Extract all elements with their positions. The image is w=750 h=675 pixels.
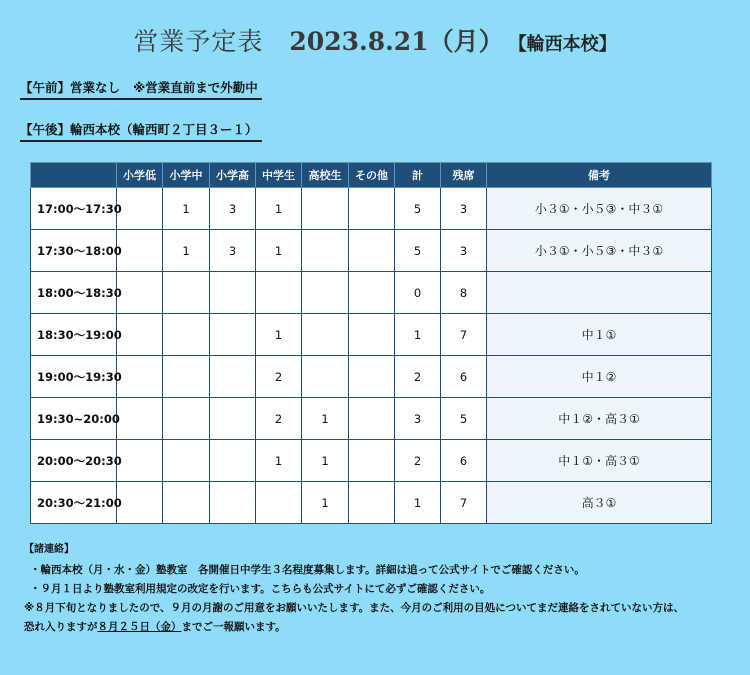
announcement-item: ※８月下旬となりましたので、９月の月謝のご用意をお願いいたします。また、今月のご利用の目処についてまだ連絡をされていない方は、 bbox=[24, 602, 684, 614]
cell-elem-mid: 1 bbox=[163, 230, 210, 272]
cell-elem-low bbox=[117, 188, 163, 230]
cell-remaining: 6 bbox=[441, 356, 487, 398]
deadline-date: ８月２５日（金） bbox=[97, 621, 182, 633]
school-name: 【輪西本校】 bbox=[517, 34, 617, 55]
cell-elem-high bbox=[210, 272, 256, 314]
announcement-item: ・輪西本校（月・水・金）塾教室 各開催日中学生３名程度募集します。詳細は追って公式サイトでご確認ください。 bbox=[30, 564, 585, 576]
cell-other bbox=[349, 356, 395, 398]
cell-elem-high: 3 bbox=[210, 230, 256, 272]
cell-elem-low bbox=[117, 230, 163, 272]
table-row bbox=[31, 482, 712, 524]
cell-total: 2 bbox=[395, 356, 441, 398]
cell-time: 17:00〜17:30 bbox=[31, 188, 117, 230]
cell-junior: 1 bbox=[256, 230, 302, 272]
cell-total: 1 bbox=[395, 482, 441, 524]
cell-total: 2 bbox=[395, 440, 441, 482]
table-row bbox=[31, 272, 712, 314]
cell-high bbox=[302, 272, 349, 314]
cell-remaining: 5 bbox=[441, 398, 487, 440]
cell-elem-low bbox=[117, 482, 163, 524]
announcement-item: ・９月１日より塾教室利用規定の改定を行います。こちらも公式サイトにて必ずご確認ください。 bbox=[30, 583, 491, 595]
cell-elem-high bbox=[210, 440, 256, 482]
cell-other bbox=[349, 398, 395, 440]
col-header-remarks: 備考 bbox=[487, 163, 712, 188]
announcements-heading: 【諸連絡】 bbox=[24, 544, 74, 555]
cell-elem-high bbox=[210, 356, 256, 398]
cell-total: 0 bbox=[395, 272, 441, 314]
cell-junior: 1 bbox=[256, 440, 302, 482]
cell-elem-low bbox=[117, 398, 163, 440]
cell-junior: 2 bbox=[256, 398, 302, 440]
page-title bbox=[0, 22, 750, 58]
cell-remaining: 6 bbox=[441, 440, 487, 482]
cell-total: 5 bbox=[395, 188, 441, 230]
morning-remark: ※営業直前まで外勤中 bbox=[133, 80, 258, 95]
cell-time: 20:00〜20:30 bbox=[31, 440, 117, 482]
cell-elem-mid bbox=[163, 440, 210, 482]
cell-other bbox=[349, 230, 395, 272]
cell-remarks: 中１② bbox=[487, 356, 712, 398]
cell-elem-low bbox=[117, 314, 163, 356]
afternoon-location: 輪西本校（輪西町２丁目３ー１） bbox=[70, 122, 258, 137]
cell-remaining: 3 bbox=[441, 188, 487, 230]
morning-note bbox=[20, 78, 262, 100]
col-header-total: 計 bbox=[395, 163, 441, 188]
cell-elem-high bbox=[210, 314, 256, 356]
afternoon-label: 【午後】 bbox=[20, 122, 71, 137]
cell-time: 17:30〜18:00 bbox=[31, 230, 117, 272]
col-header-junior: 中学生 bbox=[256, 163, 302, 188]
cell-high bbox=[302, 230, 349, 272]
morning-label: 【午前】 bbox=[20, 80, 71, 95]
cell-elem-mid bbox=[163, 356, 210, 398]
cell-elem-low bbox=[117, 440, 163, 482]
cell-other bbox=[349, 272, 395, 314]
table-row bbox=[31, 230, 712, 272]
table-row bbox=[31, 398, 712, 440]
cell-total: 3 bbox=[395, 398, 441, 440]
table-row bbox=[31, 188, 712, 230]
announcement-item bbox=[24, 618, 734, 637]
cell-time: 20:30〜21:00 bbox=[31, 482, 117, 524]
cell-other bbox=[349, 482, 395, 524]
table-row bbox=[31, 440, 712, 482]
cell-time: 19:30~20:00 bbox=[31, 398, 117, 440]
cell-remarks bbox=[487, 272, 712, 314]
schedule-date: 2023.8.21（月） bbox=[289, 27, 504, 56]
cell-junior: 1 bbox=[256, 188, 302, 230]
cell-remarks: 中１②・高３① bbox=[487, 398, 712, 440]
cell-remaining: 7 bbox=[441, 482, 487, 524]
morning-status: 営業なし bbox=[70, 80, 121, 95]
deadline-suffix: までご一報願います。 bbox=[181, 621, 286, 633]
cell-remarks: 中１①・高３① bbox=[487, 440, 712, 482]
cell-elem-low bbox=[117, 272, 163, 314]
schedule-table bbox=[30, 162, 712, 524]
cell-high bbox=[302, 188, 349, 230]
cell-high: 1 bbox=[302, 440, 349, 482]
col-header-high: 高校生 bbox=[302, 163, 349, 188]
table-row bbox=[31, 356, 712, 398]
afternoon-note bbox=[20, 120, 262, 142]
cell-high: 1 bbox=[302, 482, 349, 524]
cell-time: 19:00〜19:30 bbox=[31, 356, 117, 398]
cell-junior: 1 bbox=[256, 314, 302, 356]
col-header-elem-low: 小学低 bbox=[117, 163, 163, 188]
cell-other bbox=[349, 188, 395, 230]
cell-remarks: 小３①・小５③・中３① bbox=[487, 188, 712, 230]
cell-time: 18:00〜18:30 bbox=[31, 272, 117, 314]
cell-remarks: 小３①・小５③・中３① bbox=[487, 230, 712, 272]
cell-high bbox=[302, 314, 349, 356]
cell-elem-mid bbox=[163, 398, 210, 440]
cell-elem-high bbox=[210, 398, 256, 440]
cell-elem-mid: 1 bbox=[163, 188, 210, 230]
deadline-prefix: 恐れ入りますが bbox=[24, 621, 98, 633]
cell-other bbox=[349, 314, 395, 356]
cell-remaining: 8 bbox=[441, 272, 487, 314]
cell-total: 5 bbox=[395, 230, 441, 272]
cell-junior bbox=[256, 482, 302, 524]
cell-other bbox=[349, 440, 395, 482]
cell-remarks: 中１① bbox=[487, 314, 712, 356]
cell-elem-mid bbox=[163, 314, 210, 356]
col-header-remaining: 残席 bbox=[441, 163, 487, 188]
cell-total: 1 bbox=[395, 314, 441, 356]
col-header-time bbox=[31, 163, 117, 188]
col-header-other: その他 bbox=[349, 163, 395, 188]
announcements bbox=[24, 543, 734, 637]
cell-time: 18:30〜19:00 bbox=[31, 314, 117, 356]
table-row bbox=[31, 314, 712, 356]
cell-junior bbox=[256, 272, 302, 314]
cell-high: 1 bbox=[302, 398, 349, 440]
cell-high bbox=[302, 356, 349, 398]
col-header-elem-high: 小学高 bbox=[210, 163, 256, 188]
table-header-row bbox=[31, 163, 712, 188]
cell-elem-high bbox=[210, 482, 256, 524]
table-body bbox=[31, 188, 712, 524]
cell-remarks: 高３① bbox=[487, 482, 712, 524]
cell-junior: 2 bbox=[256, 356, 302, 398]
cell-remaining: 3 bbox=[441, 230, 487, 272]
cell-elem-mid bbox=[163, 272, 210, 314]
schedule-title: 営業予定表 bbox=[133, 27, 264, 56]
cell-elem-mid bbox=[163, 482, 210, 524]
cell-elem-high: 3 bbox=[210, 188, 256, 230]
col-header-elem-mid: 小学中 bbox=[163, 163, 210, 188]
cell-elem-low bbox=[117, 356, 163, 398]
cell-remaining: 7 bbox=[441, 314, 487, 356]
